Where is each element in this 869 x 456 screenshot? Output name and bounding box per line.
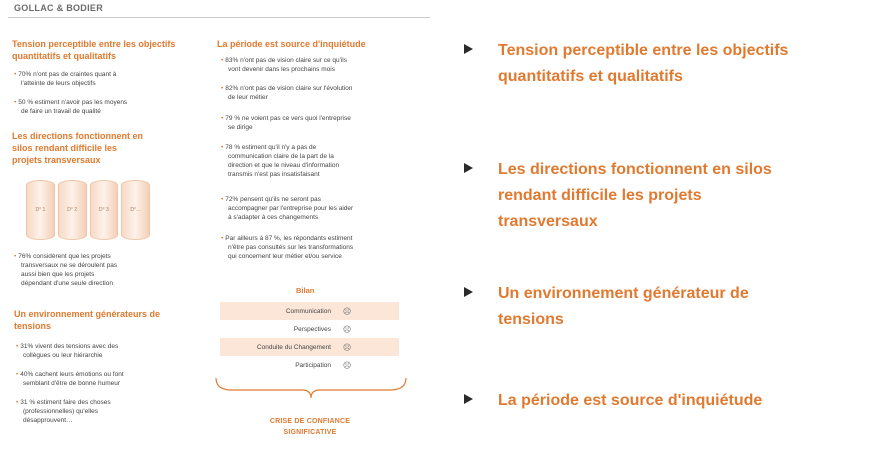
brace-icon [212, 376, 410, 400]
silo-cylinder: D° 1 [26, 180, 55, 240]
summary-list [460, 0, 865, 456]
bullet-objectifs: • 70% n'ont pas de craintes quant à l'atteinte de leurs objectifs [14, 71, 117, 87]
brand-label: GOLLAC & BODIER [14, 3, 103, 13]
bullet-moyens: • 50 % estiment n'avoir pas les moyens de faire un travail de qualité [14, 99, 128, 115]
sad-face-icon: ☹ [342, 324, 352, 334]
summary-item-text: Les directions fonctionnent en silos rendant difficile les projets transversaux [498, 161, 772, 230]
silo-cylinder: D° 2 [58, 180, 87, 240]
summary-item-text: Tension perceptible entre les objectifs quantitatifs et qualitatifs [498, 42, 789, 85]
silo-cylinder: D° 3 [90, 180, 119, 240]
bullet-direction: • 79 % ne voient pas ce vers quoi l'entreprise se dirige [221, 115, 351, 131]
bullet-emotions: • 40% cachent leurs émotions ou font semblant d'être de bonne humeur [16, 371, 124, 387]
sad-face-icon: ☹ [342, 306, 352, 316]
bilan-table [220, 302, 399, 374]
silo-cylinder: D°… [121, 180, 150, 240]
section-title-tension: Tension perceptible entre les objectifs quantitatifs et qualitatifs [12, 39, 176, 61]
section-title-environnement: Un environnement générateurs de tensions [14, 309, 161, 331]
bilan-row [220, 302, 399, 320]
header-divider [8, 17, 430, 18]
bilan-row [220, 338, 399, 356]
summary-item-text: Un environnement générateur de tensions [498, 285, 749, 328]
bullet-avenir: • 83% n'ont pas de vision claire sur ce qu'ils vont devenir dans les prochains mois [221, 57, 347, 73]
triangle-bullet-icon [464, 163, 473, 173]
bilan-row-label: Perspectives [293, 325, 331, 333]
bilan-row [220, 320, 399, 338]
section-title-silos: Les directions fonctionnent en silos rendant difficile les projets transversaux [12, 131, 144, 165]
bullet-metier: • 82% n'ont pas de vision claire sur l'évolution de leur métier [221, 85, 353, 101]
bilan-title: Bilan [296, 286, 315, 295]
bullet-communication: • 78 % estiment qu'il n'y a pas de communication claire de la part de la direction et que le niveau d'information transmis n'est pas insatisfaisant [221, 144, 340, 178]
sad-face-icon: ☹ [342, 360, 352, 370]
triangle-bullet-icon [464, 394, 473, 404]
section-title-inquietude: La période est source d'inquiétude [217, 39, 366, 49]
document-page [0, 0, 430, 456]
bullet-consultation: • Par ailleurs à 87 %, les répondants estiment n'être pas consultés sur les transformations qui concernent leur métier et/ou service [221, 235, 354, 260]
sad-face-icon: ☹ [342, 342, 352, 352]
silos-illustration [26, 180, 150, 242]
bilan-row-label: Participation [295, 361, 331, 369]
bullet-accompagnement: • 72% pensent qu'ils ne seront pas accompagner par l'entreprise pour les aider à s'adapter à ces changements [221, 196, 354, 221]
bullet-tensions: • 31% vivent des tensions avec des collègues ou leur hiérarchie [16, 343, 119, 359]
summary-item-text: La période est source d'inquiétude [498, 392, 763, 409]
bilan-row-label: Conduite du Changement [256, 343, 331, 351]
bullet-desapprouvent: • 31 % estiment faire des choses (professionnelles) qu'elles désapprouvent… [16, 399, 111, 424]
triangle-bullet-icon [464, 44, 473, 54]
bilan-row-label: Communication [285, 307, 331, 315]
bullet-projets: • 76% considèrent que les projets transversaux ne se déroulent pas aussi bien que les projets dépendant d'une seule direction [14, 253, 118, 287]
crise-label: CRISE DE CONFIANCE SIGNIFICATIVE [269, 418, 351, 436]
bilan-row [220, 356, 399, 374]
triangle-bullet-icon [464, 287, 473, 297]
